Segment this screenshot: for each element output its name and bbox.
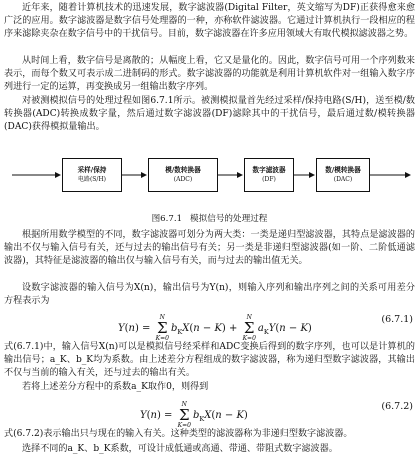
- block-title: 数/模转换器: [325, 166, 361, 174]
- signal-processing-diagram: [0, 142, 419, 212]
- block-subtitle: (ADC): [173, 176, 193, 183]
- equation-body: Y(n) = N Σ K=0 $b_KX(n - K)$ + N Σ K=0 $a_KY(n - K)$: [118, 314, 312, 342]
- summation-symbol: N Σ K=0: [155, 314, 169, 342]
- paragraph-process: 对被测模拟信号的处理过程如图6.7.1所示。被测模拟量首先经过采样/保持电路(S/H)，送至模/数转换器(ADC)转换成数字量，然后通过数字滤波器(DF)滤除其中的干扰信号，最后通过数/模转换器(DAC)获得模拟量输出。: [4, 96, 415, 133]
- paragraph-discrete: 从时间上看，数字信号是离散的；从幅度上看，它又是量化的。因此，数字信号可用一个序列数来表示，而每个数又可表示成二进制码的形式。数字滤波器的功能就是利用计算机软件对一组输入数字序列进行一定的运算，再变换成另一组输出数字序列。: [4, 56, 415, 93]
- figure-number: 图6.7.1: [151, 214, 183, 224]
- summation-symbol: N Σ K=0: [242, 314, 256, 342]
- sample-hold-block: [62, 158, 122, 192]
- block-subtitle: 电路(S/H): [77, 176, 107, 183]
- block-title: 采样/保持: [77, 166, 107, 174]
- sum-lower-limit: K=0: [177, 422, 191, 429]
- block-title: 模/数转换器: [165, 166, 201, 174]
- paragraph-classification: 根据所用数学模型的不同，数字滤波器可划分为两大类：一类是递归型滤波器，其特点是滤波器的输出不仅与输入信号有关，还与过去的输出信号有关；另一类是非递归型滤波器(如一阶、二阶低通滤波器)，其特征是滤波器的输出仅与输入信号有关，而与过去的输出值无关。: [4, 230, 415, 267]
- paragraph-intro: 近年来，随着计算机技术的迅速发展，数字滤波器(Digital Filter，英文缩写为DF)正获得愈来愈广泛的应用。数字滤波器是数字信号处理器的一种，亦称软件滤波器。它通过计算机执行一段相应的程序来滤除夹杂在数字信号中的干扰信号。目前，数字滤波器在许多应用领域大有取代模拟滤波器之势。: [4, 3, 415, 40]
- equation-6-7-2: [0, 393, 419, 427]
- dac-block: [316, 158, 370, 192]
- summation-symbol: N Σ K=0: [177, 401, 191, 429]
- block-subtitle: (DAC): [333, 176, 353, 183]
- paragraph-coefficient-zero: 若将上述差分方程中的系数a_K取作0，则得到: [22, 382, 209, 392]
- digital-filter-block: [244, 158, 294, 192]
- paragraph-nonrecursive: 式(6.7.2)表示输出只与现在的输入有关。这种类型的滤波器称为非递归型数字滤波器。: [4, 429, 353, 439]
- block-subtitle: (DF): [262, 176, 276, 183]
- sum-lower-limit: K=0: [155, 335, 169, 342]
- figure-caption-text: 模拟信号的处理过程: [190, 214, 268, 224]
- equation-6-7-1: [0, 306, 419, 340]
- paragraph-equation-explanation: 式(6.7.1)中，输入信号X(n)可以是模拟信号经采样和ADC变换后得到的数字序列，也可以是计算机的输出信号；a_K、b_K均为系数。由上述差分方程组成的数字滤波器，称为递归型数字滤波器，其输出不仅与当前的输入有关，还与过去的输出有关。: [4, 342, 415, 379]
- figure-caption: [0, 212, 419, 224]
- block-title: 数字滤波器: [252, 166, 286, 174]
- equation-number: (6.7.1): [381, 314, 413, 325]
- equation-number: (6.7.2): [381, 401, 413, 412]
- sum-lower-limit: K=0: [242, 335, 256, 342]
- paragraph-difference-equation-intro: 设数字滤波器的输入信号为X(n)，输出信号为Y(n)，则输入序列和输出序列之间的关系可用差分方程表示为: [4, 283, 415, 307]
- adc-block: [148, 158, 218, 192]
- sum-upper-limit: N: [181, 401, 187, 408]
- paragraph-filter-types: 选择不同的a_K、b_K系数，可设计成低通或高通、带通、带阻式数字滤波器。: [22, 444, 338, 454]
- sum-upper-limit: N: [159, 314, 165, 321]
- sum-upper-limit: N: [246, 314, 252, 321]
- equation-body: Y(n) = N Σ K=0 $b_KX(n - K)$: [140, 401, 248, 429]
